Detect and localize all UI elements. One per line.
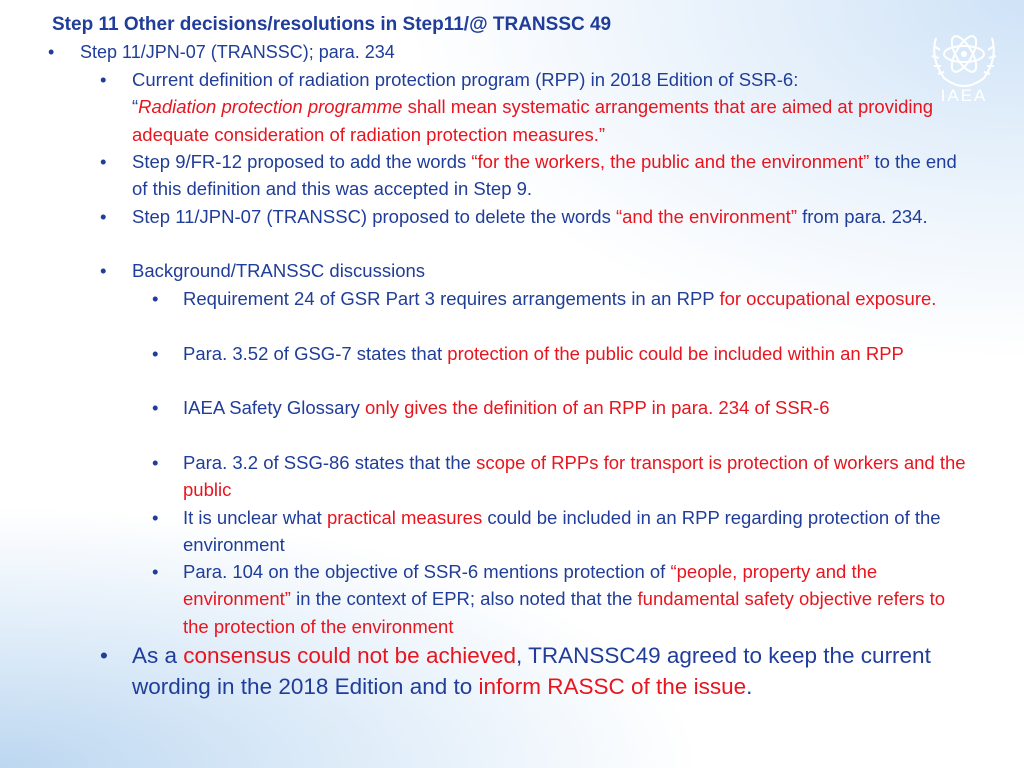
text-run: to the end of this definition and this was accepted in Step 9. bbox=[132, 151, 957, 200]
sub-item-text bbox=[183, 394, 973, 421]
text-run: Para. 3.2 of SSG-86 states that the bbox=[183, 452, 477, 473]
sub-item-text bbox=[183, 504, 973, 559]
text-run: IAEA Safety Glossary bbox=[183, 397, 365, 418]
text-run: Para. 3.52 of GSG-7 states that bbox=[183, 343, 448, 364]
sub-item-text bbox=[183, 285, 973, 312]
text-run: , TRANSSC49 agreed to keep the current wording in the 2018 Edition and to bbox=[132, 643, 931, 699]
bullet: • bbox=[152, 561, 159, 582]
text-run: It is unclear what bbox=[183, 507, 327, 528]
sub-item-practical-measures bbox=[152, 504, 973, 559]
bullet: • bbox=[152, 452, 159, 473]
sub-item-safety-glossary bbox=[152, 394, 973, 421]
list-item-step9-fr12 bbox=[100, 148, 962, 203]
bullet: • bbox=[152, 343, 159, 364]
text-run: could be included in an RPP regarding protection of the environment bbox=[183, 507, 941, 556]
sub-item-gsg7 bbox=[152, 340, 973, 367]
bullet: • bbox=[100, 206, 107, 227]
text-run: Step 11/JPN-07 (TRANSSC) proposed to delete the words bbox=[132, 206, 616, 227]
sub-item-gsr-part3 bbox=[152, 285, 973, 312]
slide-title: Step 11 Other decisions/resolutions in Step11/@ TRANSSC 49 bbox=[52, 14, 612, 35]
text-run: Current definition of radiation protection program (RPP) in 2018 Edition of SSR-6: bbox=[132, 69, 799, 90]
text-run: Requirement 24 of GSR Part 3 requires arrangements in an RPP bbox=[183, 288, 720, 309]
list-item-step11-delete bbox=[100, 203, 962, 230]
bullet: • bbox=[100, 69, 107, 90]
bullet: • bbox=[152, 288, 159, 309]
definition-text: shall mean systematic arrangements that are aimed at providing adequate consideration of radiation protection measures.” bbox=[132, 96, 934, 145]
bullet: • bbox=[152, 397, 159, 418]
highlight-text: practical measures bbox=[326, 507, 483, 528]
list-item-text bbox=[132, 203, 962, 230]
text-run: Step 9/FR-12 proposed to add the words bbox=[132, 151, 472, 172]
iaea-logo-text: IAEA bbox=[940, 86, 988, 105]
bullet: • bbox=[100, 151, 107, 172]
bullet: • bbox=[100, 643, 108, 668]
highlight-text: consensus could not be achieved bbox=[183, 643, 517, 668]
text-run: from para. 234. bbox=[796, 206, 928, 227]
defined-term: Radiation protection programme bbox=[138, 96, 403, 118]
list-item-text: Background/TRANSSC discussions bbox=[132, 260, 426, 281]
text-run: in the context of EPR; also noted that the bbox=[290, 588, 638, 610]
highlight-text: scope of RPPs for transport is protection of workers and the public bbox=[183, 452, 966, 501]
conclusion-text bbox=[132, 640, 972, 702]
list-item-text bbox=[132, 66, 962, 148]
highlight-text: fundamental safety objective refers to the protection of the environment bbox=[183, 588, 946, 637]
text-run: . bbox=[746, 674, 753, 699]
highlight-text: inform RASSC of the issue bbox=[478, 674, 747, 699]
sub-item-para104 bbox=[152, 558, 973, 640]
list-item-text: Step 11/JPN-07 (TRANSSC); para. 234 bbox=[80, 42, 395, 62]
highlight-text: only gives the definition of an RPP in para. 234 of SSR-6 bbox=[365, 397, 830, 418]
text-run: Para. 104 on the objective of SSR-6 mentions protection of bbox=[183, 561, 671, 582]
list-item-conclusion bbox=[100, 640, 972, 702]
sub-item-text bbox=[183, 558, 973, 640]
sub-item-text bbox=[183, 449, 973, 504]
list-item-step11-jpn07 bbox=[48, 39, 930, 66]
highlight-text: “people, property and the environment” bbox=[183, 561, 878, 610]
sub-item-ssg86 bbox=[152, 449, 973, 504]
list-item-text bbox=[132, 148, 962, 203]
list-item-current-definition bbox=[100, 66, 962, 148]
text-run: As a bbox=[132, 643, 184, 668]
open-quote: “ bbox=[132, 96, 139, 118]
sub-item-text bbox=[183, 340, 973, 367]
highlight-text: “and the environment” bbox=[615, 206, 797, 227]
list-item-background bbox=[100, 257, 962, 284]
highlight-text: for occupational exposure. bbox=[719, 288, 937, 309]
bullet: • bbox=[100, 260, 107, 281]
highlight-text: protection of the public could be included within an RPP bbox=[447, 343, 904, 364]
highlight-text: “for the workers, the public and the environment” bbox=[471, 151, 870, 172]
bullet: • bbox=[152, 507, 159, 528]
bullet: • bbox=[48, 42, 55, 62]
